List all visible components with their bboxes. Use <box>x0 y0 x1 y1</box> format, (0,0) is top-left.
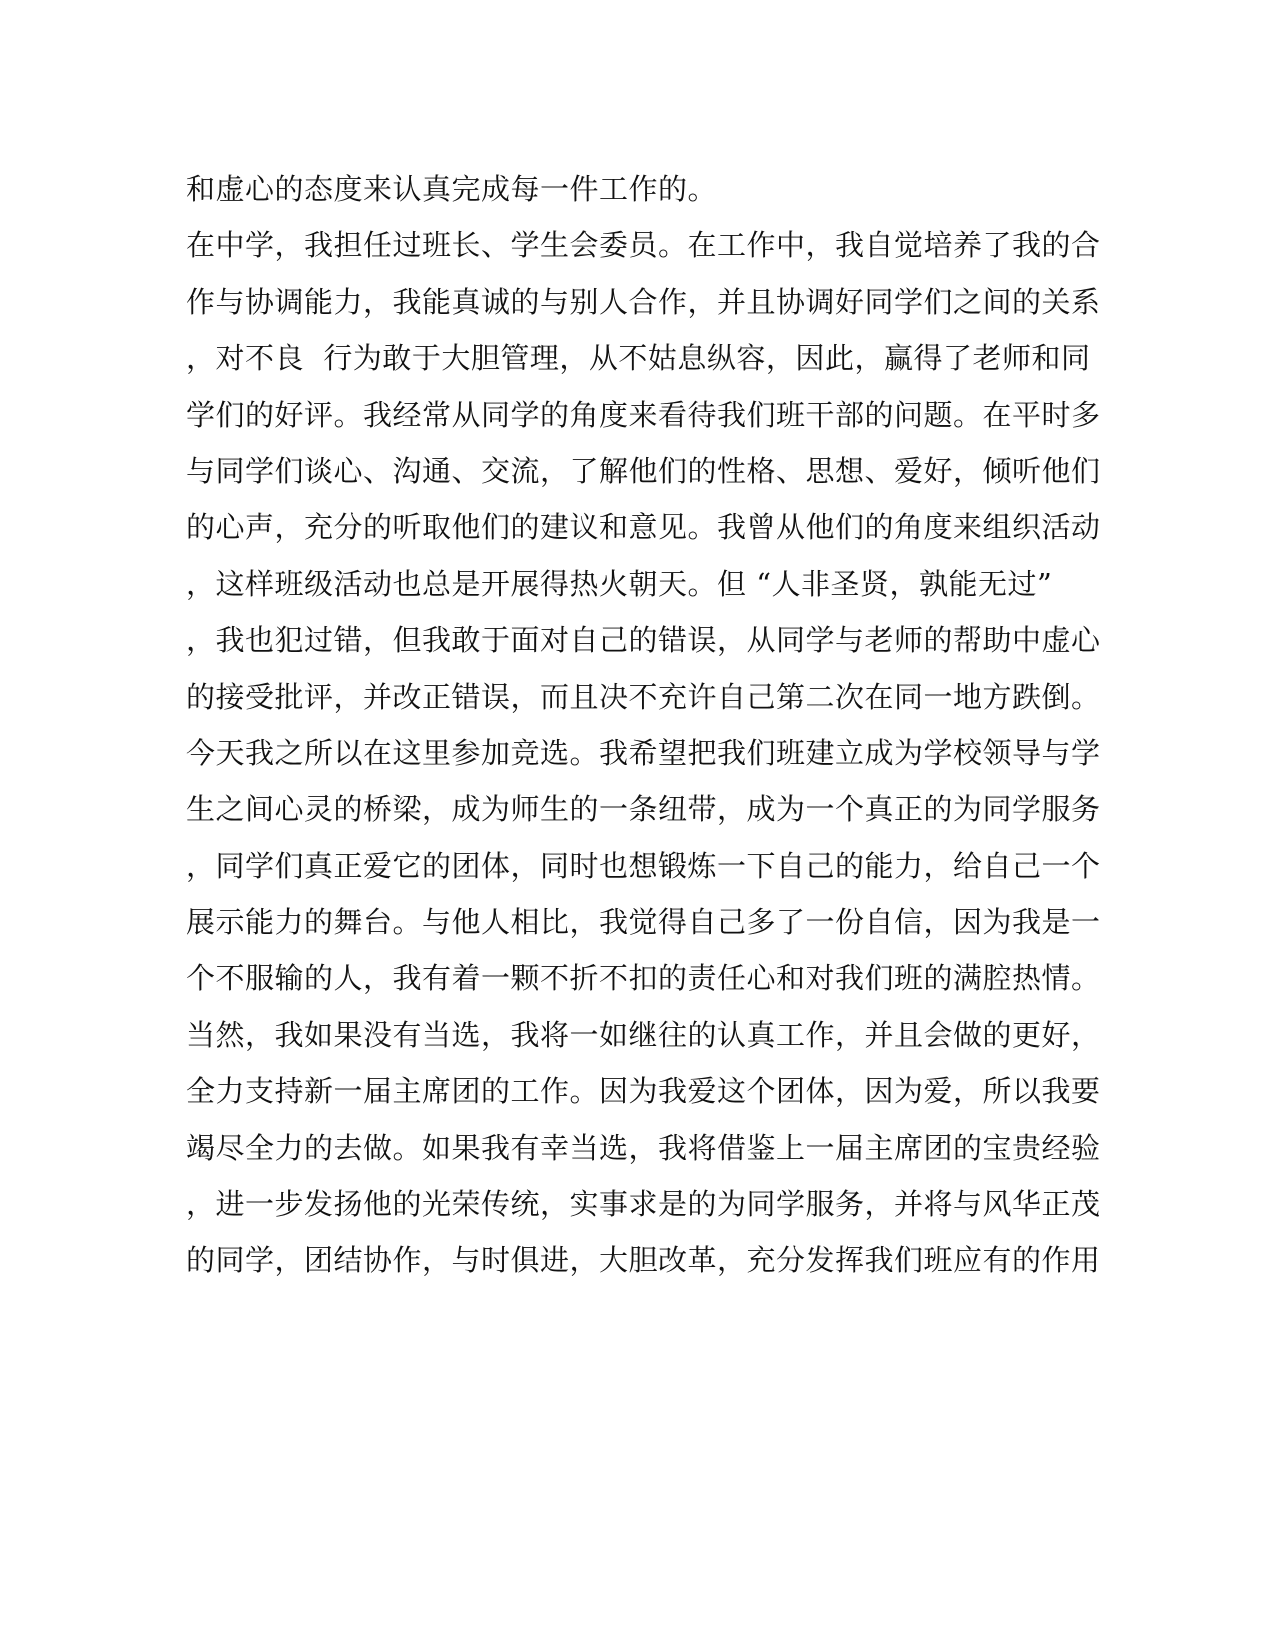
text-line: 的接受批评，并改正错误，而且决不充许自己第二次在同一地方跌倒。 <box>186 679 1101 714</box>
text-line: 的同学，团结协作，与时俱进，大胆改革，充分发挥我们班应有的作用 <box>186 1243 1101 1278</box>
text-line: 竭尽全力的去做。如果我有幸当选，我将借鉴上一届主席团的宝贵经验 <box>186 1130 1101 1165</box>
text-line: 展示能力的舞台。与他人相比，我觉得自己多了一份自信，因为我是一 <box>186 905 1101 940</box>
text-line: ，进一步发扬他的光荣传统，实事求是的为同学服务，并将与风华正茂 <box>186 1187 1101 1222</box>
text-line: ，我也犯过错，但我敢于面对自己的错误，从同学与老师的帮助中虚心 <box>186 623 1101 658</box>
text-line: 与同学们谈心、沟通、交流，了解他们的性格、思想、爱好，倾听他们 <box>186 453 1101 488</box>
text-line: 和虚心的态度来认真完成每一件工作的。 <box>186 172 718 206</box>
text-line: 作与协调能力，我能真诚的与别人合作，并且协调好同学们之间的关系 <box>186 284 1101 319</box>
text-line: ，对不良 行为敢于大胆管理，从不姑息纵容，因此，赢得了老师和同 <box>186 341 1091 376</box>
text-line: 生之间心灵的桥梁，成为师生的一条纽带，成为一个真正的为同学服务 <box>186 792 1101 827</box>
text-line: 个不服输的人，我有着一颗不折不扣的责任心和对我们班的满腔热情。 <box>186 961 1101 996</box>
body-text <box>186 161 1101 1289</box>
text-line: 学们的好评。我经常从同学的角度来看待我们班干部的问题。在平时多 <box>186 397 1101 432</box>
text-line: 的心声，充分的听取他们的建议和意见。我曾从他们的角度来组织活动 <box>186 510 1101 545</box>
text-line: 当然，我如果没有当选，我将一如继往的认真工作，并且会做的更好， <box>186 1017 1101 1052</box>
text-line: 今天我之所以在这里参加竞选。我希望把我们班建立成为学校领导与学 <box>186 735 1101 770</box>
text-line: ，同学们真正爱它的团体，同时也想锻炼一下自己的能力，给自己一个 <box>186 848 1101 883</box>
text-line: ，这样班级活动也总是开展得热火朝天。但 “人非圣贤，孰能无过” <box>186 566 1053 601</box>
text-line: 全力支持新一届主席团的工作。因为我爱这个团体，因为爱，所以我要 <box>186 1074 1101 1109</box>
text-line: 在中学，我担任过班长、学生会委员。在工作中，我自觉培养了我的合 <box>186 228 1101 263</box>
